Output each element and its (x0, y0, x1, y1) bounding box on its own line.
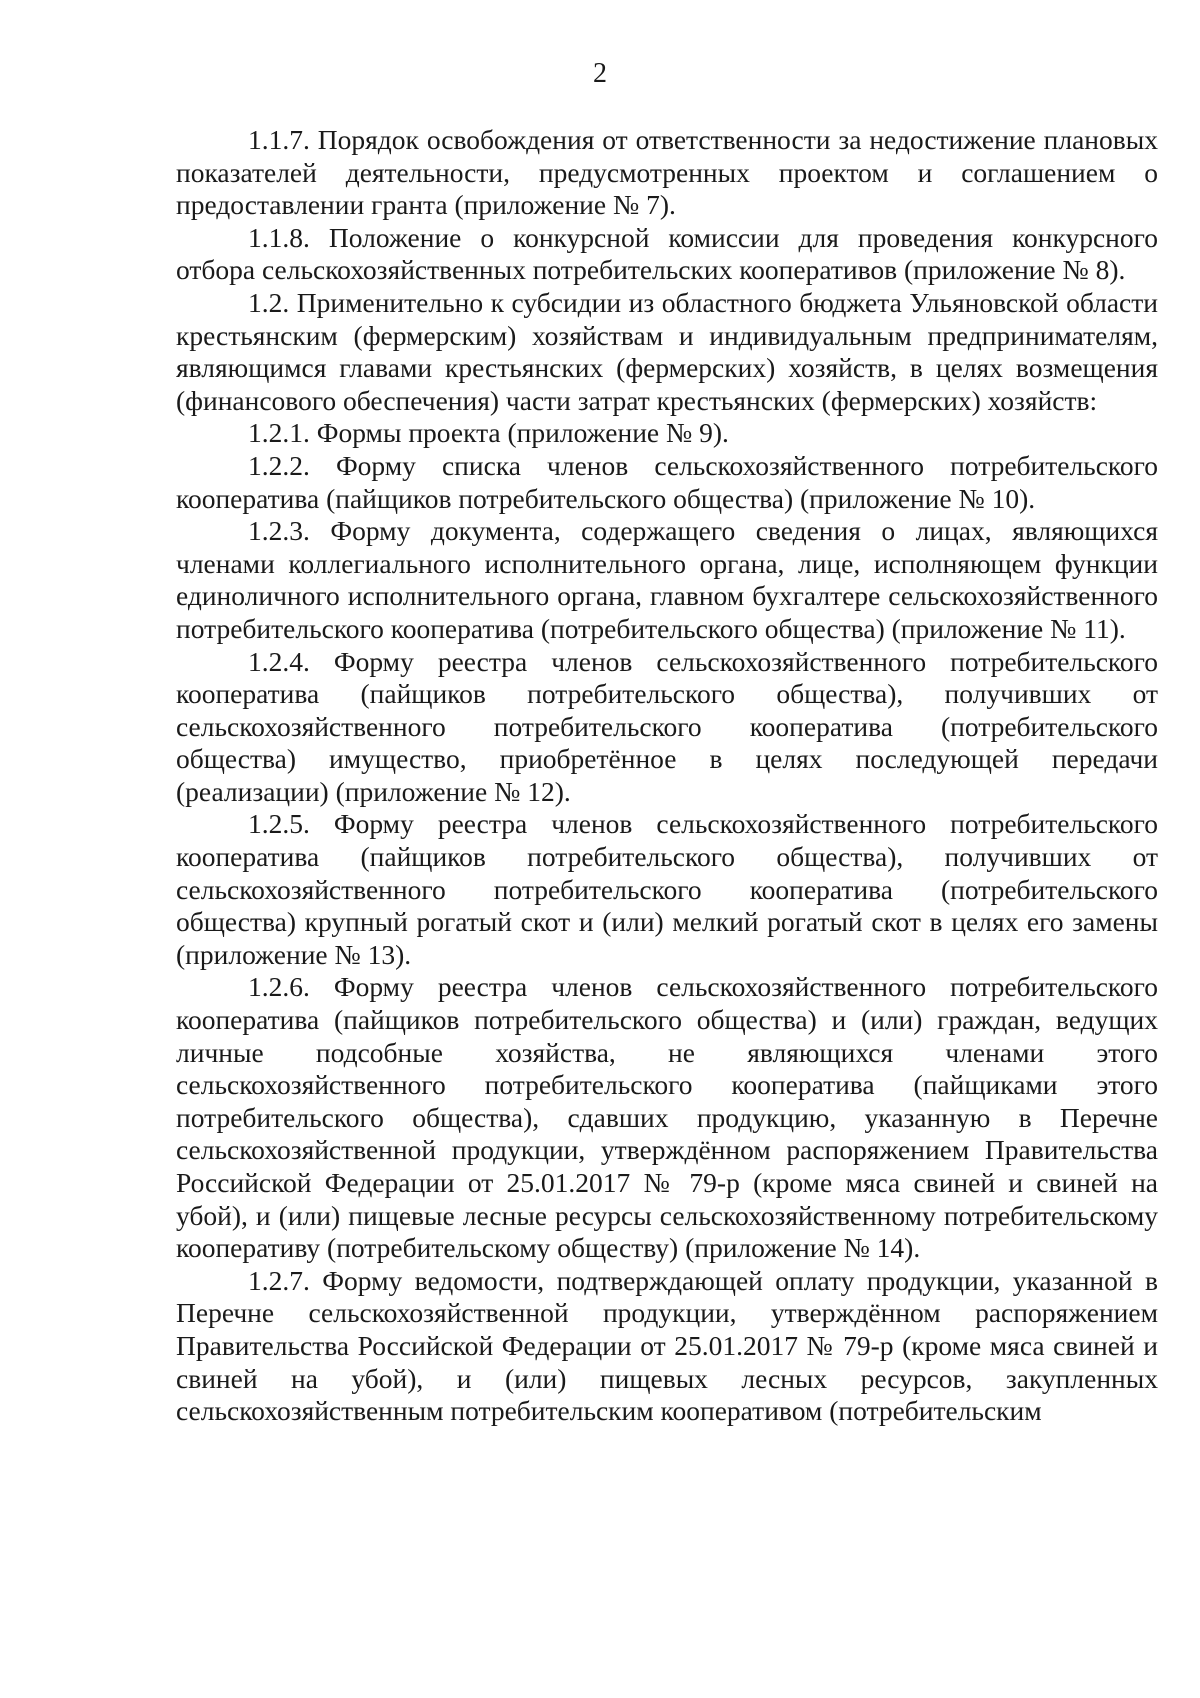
paragraph-1-1-8: 1.1.8. Положение о конкурсной комиссии для проведения конкурсного отбора сельскохозяйственных потребительских кооперативов (приложение № 8). (176, 221, 1158, 286)
paragraph-1-2-7: 1.2.7. Форму ведомости, подтверждающей оплату продукции, указанной в Перечне сельскохозяйственной продукции, утверждённом распоряжением Правительства Российской Федерации от 25.01.2017 № 79-р (кроме мяса свиней и свиней на убой), и (или) пищевых лесных ресурсов, закупленных сельскохозяйственным потребительским кооперативом (потребительским (176, 1264, 1158, 1427)
paragraph-1-2-1: 1.2.1. Формы проекта (приложение № 9). (248, 417, 729, 449)
paragraph-1-2-5: 1.2.5. Форму реестра членов сельскохозяйственного потребительского кооператива (пайщиков потребительского общества), получивших от сельскохозяйственного потребительского кооператива (потребительского общества) крупный рогатый скот и (или) мелкий рогатый скот в целях его замены (приложение № 13). (176, 808, 1158, 970)
paragraph-1-2: 1.2. Применительно к субсидии из областного бюджета Ульяновской области крестьянским (фермерским) хозяйствам и индивидуальным предпринимателям, являющимся главами крестьянских (фермерских) хозяйств, в целях возмещения (финансового обеспечения) части затрат крестьянских (фермерских) хозяйств: (176, 286, 1158, 416)
page-number: 2 (593, 58, 607, 89)
document-body (176, 124, 1158, 1428)
paragraph-1-2-2: 1.2.2. Форму списка членов сельскохозяйственного потребительского кооператива (пайщиков потребительского общества) (приложение № 10). (176, 449, 1158, 514)
paragraph-1-2-3: 1.2.3. Форму документа, содержащего сведения о лицах, являющихся членами коллегиального исполнительного органа, лице, исполняющем функции единоличного исполнительного органа, главном бухгалтере сельскохозяйственного потребительского кооператива (потребительского общества) (приложение № 11). (176, 515, 1158, 644)
paragraph-1-1-7: 1.1.7. Порядок освобождения от ответственности за недостижение плановых показателей деятельности, предусмотренных проектом и соглашением о предоставлении гранта (приложение № 7). (176, 124, 1158, 221)
paragraph-1-2-6: 1.2.6. Форму реестра членов сельскохозяйственного потребительского кооператива (пайщиков потребительского общества) и (или) граждан, ведущих личные подсобные хозяйства, не являющихся членами этого сельскохозяйственного потребительского кооператива (пайщиками этого потребительского общества), сдавших продукцию, указанную в Перечне сельскохозяйственной продукции, утверждённом распоряжением Правительства Российской Федерации от 25.01.2017 № 79-р (кроме мяса свиней и свиней на убой), и (или) пищевые лесные ресурсы сельскохозяйственному потребительскому кооперативу (потребительскому обществу) (приложение № 14). (176, 971, 1158, 1264)
paragraph-1-2-4: 1.2.4. Форму реестра членов сельскохозяйственного потребительского кооператива (пайщиков потребительского общества), получивших от сельскохозяйственного потребительского кооператива (потребительского общества) имущество, приобретённое в целях последующей передачи (реализации) (приложение № 12). (176, 645, 1158, 807)
